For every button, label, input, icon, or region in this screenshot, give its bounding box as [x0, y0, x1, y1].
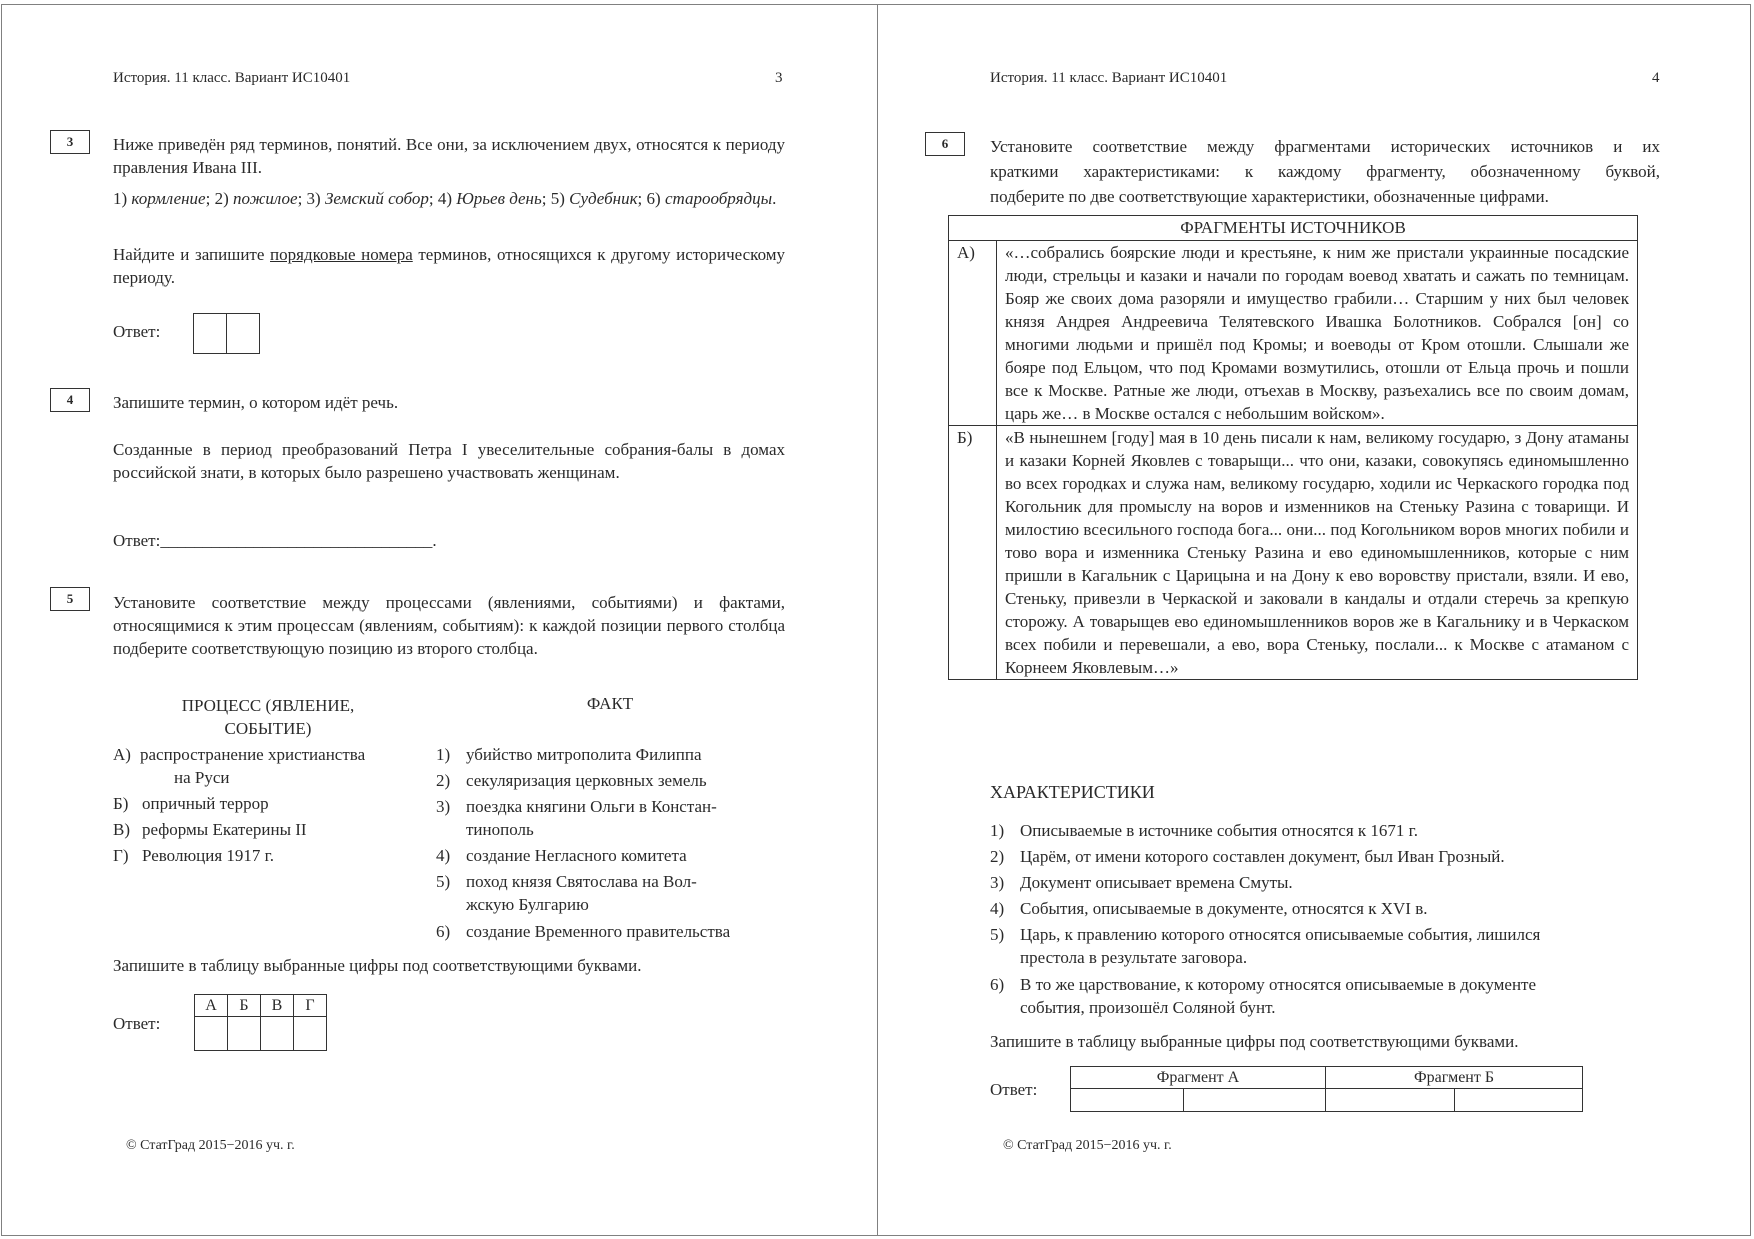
characteristic-6: 6) В то же царствование, к которому относятся описываемые в документе события, произошёл Соляной бунт.: [990, 975, 1537, 1017]
q6-answer-label: Ответ:: [990, 1080, 1038, 1099]
q4-text: Созданные в период преобразований Петра I увеселительные собрания-балы в домах российской знати, в которых было разрешено участвовать женщинам.: [113, 440, 785, 482]
q5-header-v: В: [261, 995, 294, 1017]
q5-write-prompt: Запишите в таблицу выбранные цифры под соответствующими буквами.: [113, 956, 642, 975]
question-number-3: 3: [50, 130, 90, 154]
sources-table-title: ФРАГМЕНТЫ ИСТОЧНИКОВ: [949, 216, 1637, 241]
q5-answer-cell-v[interactable]: [261, 1017, 294, 1051]
characteristic-2: 2) Царём, от имени которого составлен документ, был Иван Грозный.: [990, 847, 1505, 866]
q5-header-g: Г: [294, 995, 327, 1017]
characteristic-4: 4) События, описываемые в документе, относятся к XVI в.: [990, 899, 1428, 918]
q5-col2-title: ФАКТ: [586, 694, 634, 713]
q5-answer-table: [194, 994, 327, 1051]
characteristic-1: 1) Описываемые в источнике события относятся к 1671 г.: [990, 821, 1418, 840]
question-number-6: 6: [925, 132, 965, 156]
left-copyright: © СтатГрад 2015−2016 уч. г.: [126, 1138, 295, 1153]
q6-answer-cell-b1[interactable]: [1326, 1089, 1455, 1112]
q3-answer-label: Ответ:: [113, 322, 161, 341]
characteristic-5: 5) Царь, к правлению которого относятся описываемые события, лишился престола в результате заговора.: [990, 925, 1541, 967]
characteristics-title: ХАРАКТЕРИСТИКИ: [990, 782, 1155, 802]
question-number-4: 4: [50, 388, 90, 412]
q6-header-fragment-b: Фрагмент Б: [1326, 1067, 1583, 1089]
q5-process-b: Б) опричный террор: [113, 794, 269, 813]
q4-answer-line[interactable]: ________________________________.: [160, 531, 437, 550]
right-page-header: История. 11 класс. Вариант ИС10401: [990, 70, 1228, 86]
q3-terms: 1) кормление; 2) пожилое; 3) Земский собор; 4) Юрьев день; 5) Судебник; 6) старообрядцы.: [113, 189, 777, 208]
q4-answer-label: Ответ:: [113, 531, 161, 550]
page-divider: [877, 4, 878, 1236]
q5-process-c: В) реформы Екатерины II: [113, 820, 307, 839]
q3-answer-cell-2[interactable]: [227, 313, 260, 354]
q6-intro: Установите соответствие между фрагментами исторических источников и их краткими характеристиками: к каждому фрагменту, обозначенному буквой, подберите по две соответствующие характеристики, обозначенные цифрами.: [990, 137, 1660, 206]
q5-header-b: Б: [228, 995, 261, 1017]
q6-write-prompt: Запишите в таблицу выбранные цифры под соответствующими буквами.: [990, 1032, 1519, 1051]
q5-header-a: А: [195, 995, 228, 1017]
q5-fact-2: 2) секуляризация церковных земель: [436, 771, 707, 790]
q4-answer: [113, 531, 437, 551]
characteristic-3: 3) Документ описывает времена Смуты.: [990, 873, 1293, 892]
source-fragment-b: [949, 426, 1637, 679]
q5-fact-5: 5) поход князя Святослава на Вол- жскую Булгарию: [436, 872, 697, 914]
q5-process-a: А) распространение христианства на Руси: [113, 745, 366, 787]
q3-answer-cells: [193, 313, 260, 354]
q3-intro: Ниже приведён ряд терминов, понятий. Все они, за исключением двух, относятся к периоду правления Ивана III.: [113, 135, 785, 177]
q5-fact-1: 1) убийство митрополита Филиппа: [436, 745, 702, 764]
q6-answer-table: [1070, 1066, 1583, 1112]
fragment-text: «В нынешнем [году] мая в 10 день писали к нам, великому государю, з Дону атаманы и казаки Корней Яковлев с товарыщи... что они, казаки, совокупясь единомышленно во всех городках и служа нам, великому государю, ходили ис Черкаского городка под Когольник для промыслу на воров и изменников на Стеньку Разина с товарищи. И милостию всесильного господа бога... они... под Когольником воров многих побили и тово вора и изменника Стеньку Разина и ево единомышленников, которые с ним пришли в Кагальник с Царицына и на Дону к ево воровству пристали, взяли. И ево, Стеньку, привезли в Черкаской и заковали в кандалы и отдали стеречь за крепкую сторожу. А товарыщев ево единомышленников воров же в Кагальнику и в Черкаском всех побили и перевешали, а ево, вора Стеньку, послали... к Москве с атаманом с Корнеем Яковлевым…»: [1005, 428, 1629, 677]
q6-header-fragment-a: Фрагмент А: [1071, 1067, 1326, 1089]
left-page-number: 3: [775, 70, 783, 86]
q5-col1-title: ПРОЦЕСС (ЯВЛЕНИЕ, СОБЫТИЕ): [181, 696, 355, 738]
q6-answer-cell-a1[interactable]: [1071, 1089, 1184, 1112]
q3-task: Найдите и запишите порядковые номера терминов, относящихся к другому историческому периоду.: [113, 245, 786, 287]
left-page-header: История. 11 класс. Вариант ИС10401: [113, 70, 351, 86]
q4-intro: Запишите термин, о котором идёт речь.: [113, 393, 399, 412]
q6-answer-cell-a2[interactable]: [1184, 1089, 1326, 1112]
fragment-letter: А): [949, 241, 997, 425]
q5-process-d: Г) Революция 1917 г.: [113, 846, 274, 865]
q5-fact-6: 6) создание Временного правительства: [436, 922, 731, 941]
q5-answer-cell-g[interactable]: [294, 1017, 327, 1051]
fragment-text: «…собрались боярские люди и крестьяне, к ним же пристали украинные посадские люди, стрельцы и казаки и начали по городам воевод хватать и сажать по темницам. Бояр же своих дома разоряли и имущество грабили… Старшим у них был человек князя Андрея Андреевича Телятевского Ивашка Болотников. Собрался [он] со многими людьми и пришёл под Кромы; и воеводы от Кром отошли. Слышали же бояре под Ельцом, что под Кромами возмутились, отошли от Ельца прочь и пошли все к Москве. Ратные же люди, отъехав в Москву, разъехались все по своим домам, царь же… в Москве остался с небольшим войском».: [1005, 243, 1629, 423]
sources-table: [948, 215, 1638, 680]
q5-answer-label: Ответ:: [113, 1014, 161, 1033]
q5-intro: Установите соответствие между процессами (явлениями, событиями) и фактами, относящимися к этим процессам (явлениям, событиям): к каждой позиции первого столбца подберите соответствующую позицию из второго столбца.: [113, 593, 785, 658]
question-number-5: 5: [50, 587, 90, 611]
fragment-letter: Б): [949, 426, 997, 679]
right-copyright: © СтатГрад 2015−2016 уч. г.: [1003, 1138, 1172, 1153]
q5-fact-3: 3) поездка княгини Ольги в Констан- тинополь: [436, 797, 717, 839]
source-fragment-a: [949, 241, 1637, 426]
q6-answer-cell-b2[interactable]: [1455, 1089, 1583, 1112]
q3-answer-cell-1[interactable]: [193, 313, 227, 354]
q5-answer-cell-b[interactable]: [228, 1017, 261, 1051]
q5-answer-cell-a[interactable]: [195, 1017, 228, 1051]
right-page-number: 4: [1652, 70, 1660, 86]
q5-fact-4: 4) создание Негласного комитета: [436, 846, 687, 865]
